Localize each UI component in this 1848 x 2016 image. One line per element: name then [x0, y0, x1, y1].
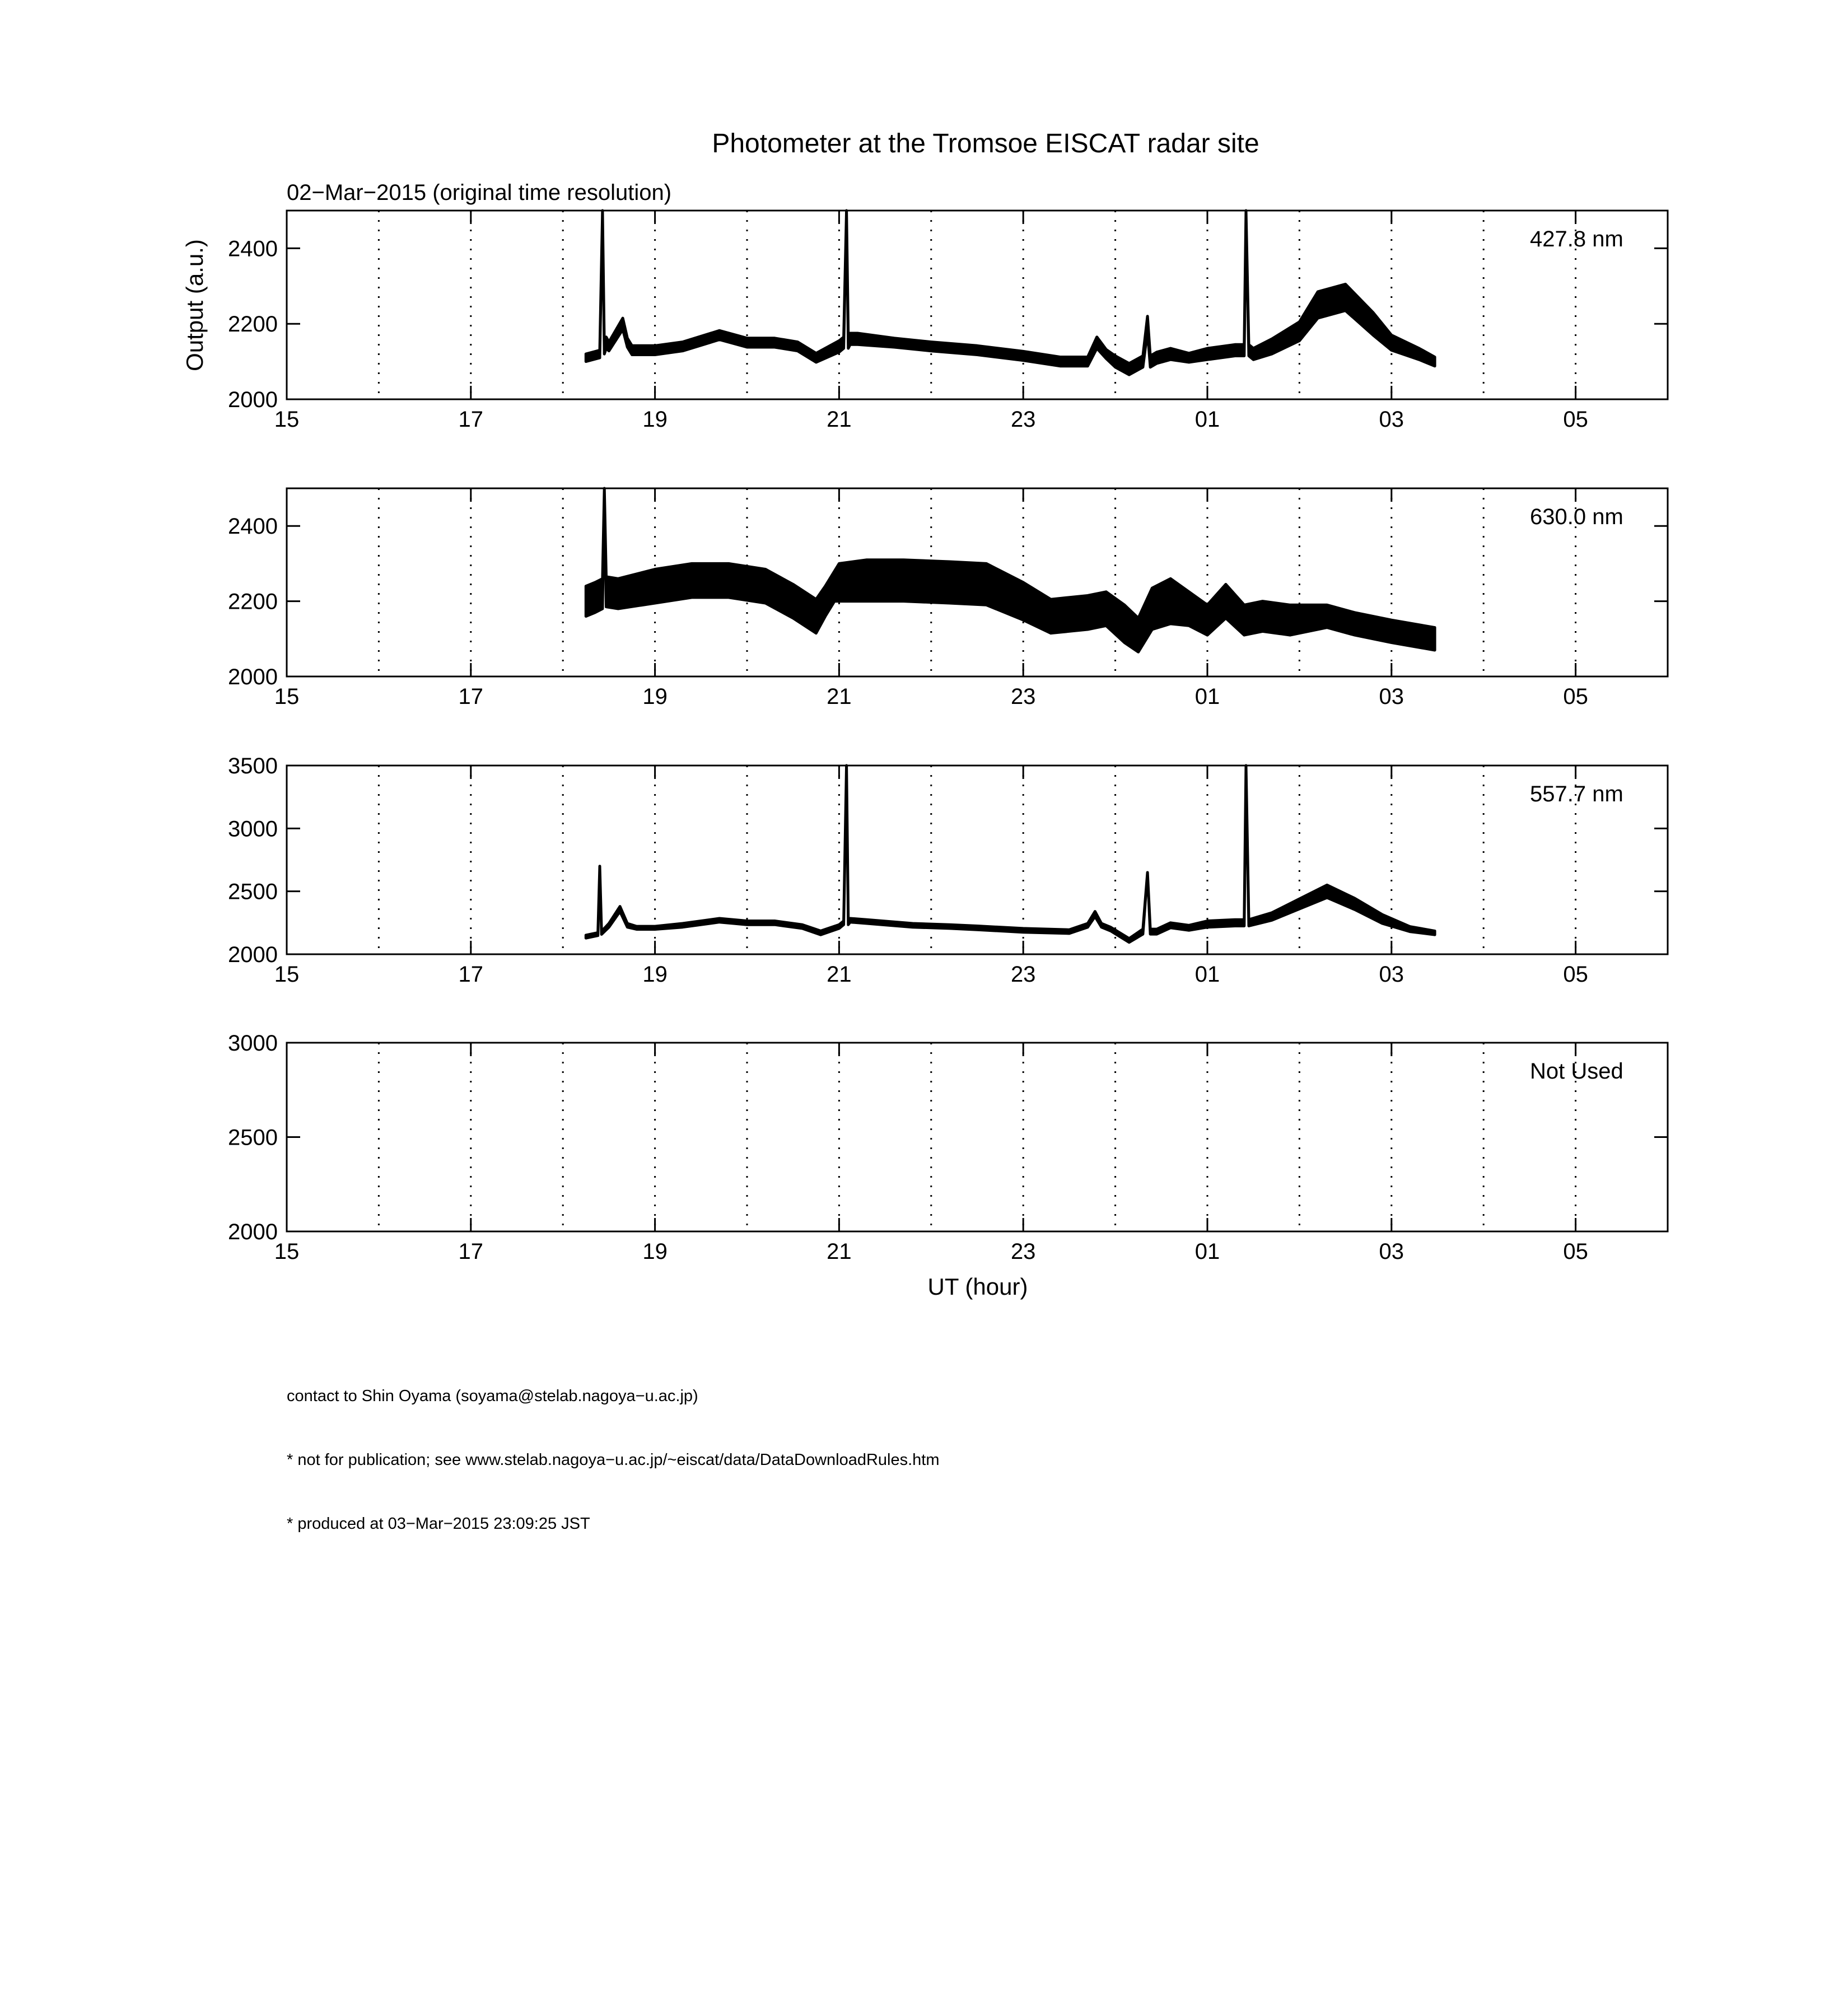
panel-label: 427.8 nm	[1530, 227, 1623, 251]
x-tick-label: 01	[1194, 962, 1220, 987]
footer-contact: contact to Shin Oyama (soyama@stelab.nagoya−u.ac.jp)	[287, 1387, 698, 1405]
footer-produced-at: * produced at 03−Mar−2015 23:09:25 JST	[287, 1515, 590, 1533]
x-tick-label: 05	[1563, 407, 1588, 432]
footer-notes	[287, 1343, 940, 1556]
signal-line	[586, 211, 1435, 369]
y-tick-label: 2500	[228, 1125, 278, 1150]
plot-frame	[287, 211, 1668, 399]
x-tick-label: 19	[642, 684, 668, 709]
x-tick-label: 03	[1379, 407, 1404, 432]
x-tick-label: 19	[642, 407, 668, 432]
y-tick-label: 2400	[228, 236, 278, 262]
y-tick-label: 2400	[228, 514, 278, 539]
y-tick-label: 2000	[228, 1220, 278, 1244]
x-tick-label: 23	[1010, 1239, 1036, 1264]
panels	[228, 211, 1668, 1264]
panel-label: 630.0 nm	[1530, 505, 1623, 529]
x-tick-label: 23	[1010, 684, 1036, 709]
x-tick-label: 19	[642, 962, 668, 987]
signal-line	[586, 766, 1435, 940]
y-axis-label: Output (a.u.)	[181, 239, 208, 371]
x-tick-label: 15	[274, 1239, 300, 1264]
x-tick-label: 05	[1563, 684, 1588, 709]
signal-envelope	[586, 766, 1435, 942]
x-tick-label: 01	[1194, 684, 1220, 709]
x-tick-label: 05	[1563, 1239, 1588, 1264]
y-tick-label: 3500	[228, 754, 278, 778]
x-tick-label: 03	[1379, 1239, 1404, 1264]
x-tick-label: 17	[458, 962, 484, 987]
y-tick-label: 2000	[228, 942, 278, 967]
plot-frame	[287, 1043, 1668, 1231]
x-tick-label: 17	[458, 1239, 484, 1264]
y-tick-label: 3000	[228, 1031, 278, 1056]
x-axis-label: UT (hour)	[927, 1273, 1028, 1300]
signal-envelope	[586, 211, 1435, 375]
y-tick-label: 2000	[228, 665, 278, 689]
x-tick-label: 03	[1379, 684, 1404, 709]
x-tick-label: 21	[827, 407, 852, 432]
y-tick-label: 2500	[228, 879, 278, 904]
footer-publication-note: * not for publication; see www.stelab.nagoya−u.ac.jp/~eiscat/data/DataDownloadRules.htm	[287, 1451, 940, 1469]
chart-title: Photometer at the Tromsoe EISCAT radar site	[712, 129, 1259, 158]
y-tick-label: 2200	[228, 589, 278, 614]
panel-label: 557.7 nm	[1530, 782, 1623, 806]
panel-4	[228, 1031, 1668, 1264]
y-tick-label: 2000	[228, 388, 278, 412]
signal-envelope	[586, 488, 1435, 652]
x-tick-label: 21	[827, 962, 852, 987]
panel-label: Not Used	[1530, 1059, 1623, 1084]
x-tick-label: 01	[1194, 407, 1220, 432]
x-tick-label: 15	[274, 407, 300, 432]
x-tick-label: 23	[1010, 962, 1036, 987]
y-tick-label: 3000	[228, 816, 278, 842]
panel-2	[228, 488, 1668, 709]
x-tick-label: 17	[458, 407, 484, 432]
x-tick-label: 15	[274, 962, 300, 987]
x-tick-label: 05	[1563, 962, 1588, 987]
x-tick-label: 03	[1379, 962, 1404, 987]
panel-3	[228, 754, 1668, 987]
x-tick-label: 19	[642, 1239, 668, 1264]
panel-1	[228, 211, 1668, 432]
x-tick-label: 21	[827, 684, 852, 709]
x-tick-label: 23	[1010, 407, 1036, 432]
x-tick-label: 21	[827, 1239, 852, 1264]
x-tick-label: 01	[1194, 1239, 1220, 1264]
chart-subtitle: 02−Mar−2015 (original time resolution)	[287, 180, 672, 205]
x-tick-label: 17	[458, 684, 484, 709]
y-tick-label: 2200	[228, 312, 278, 337]
x-tick-label: 15	[274, 684, 300, 709]
